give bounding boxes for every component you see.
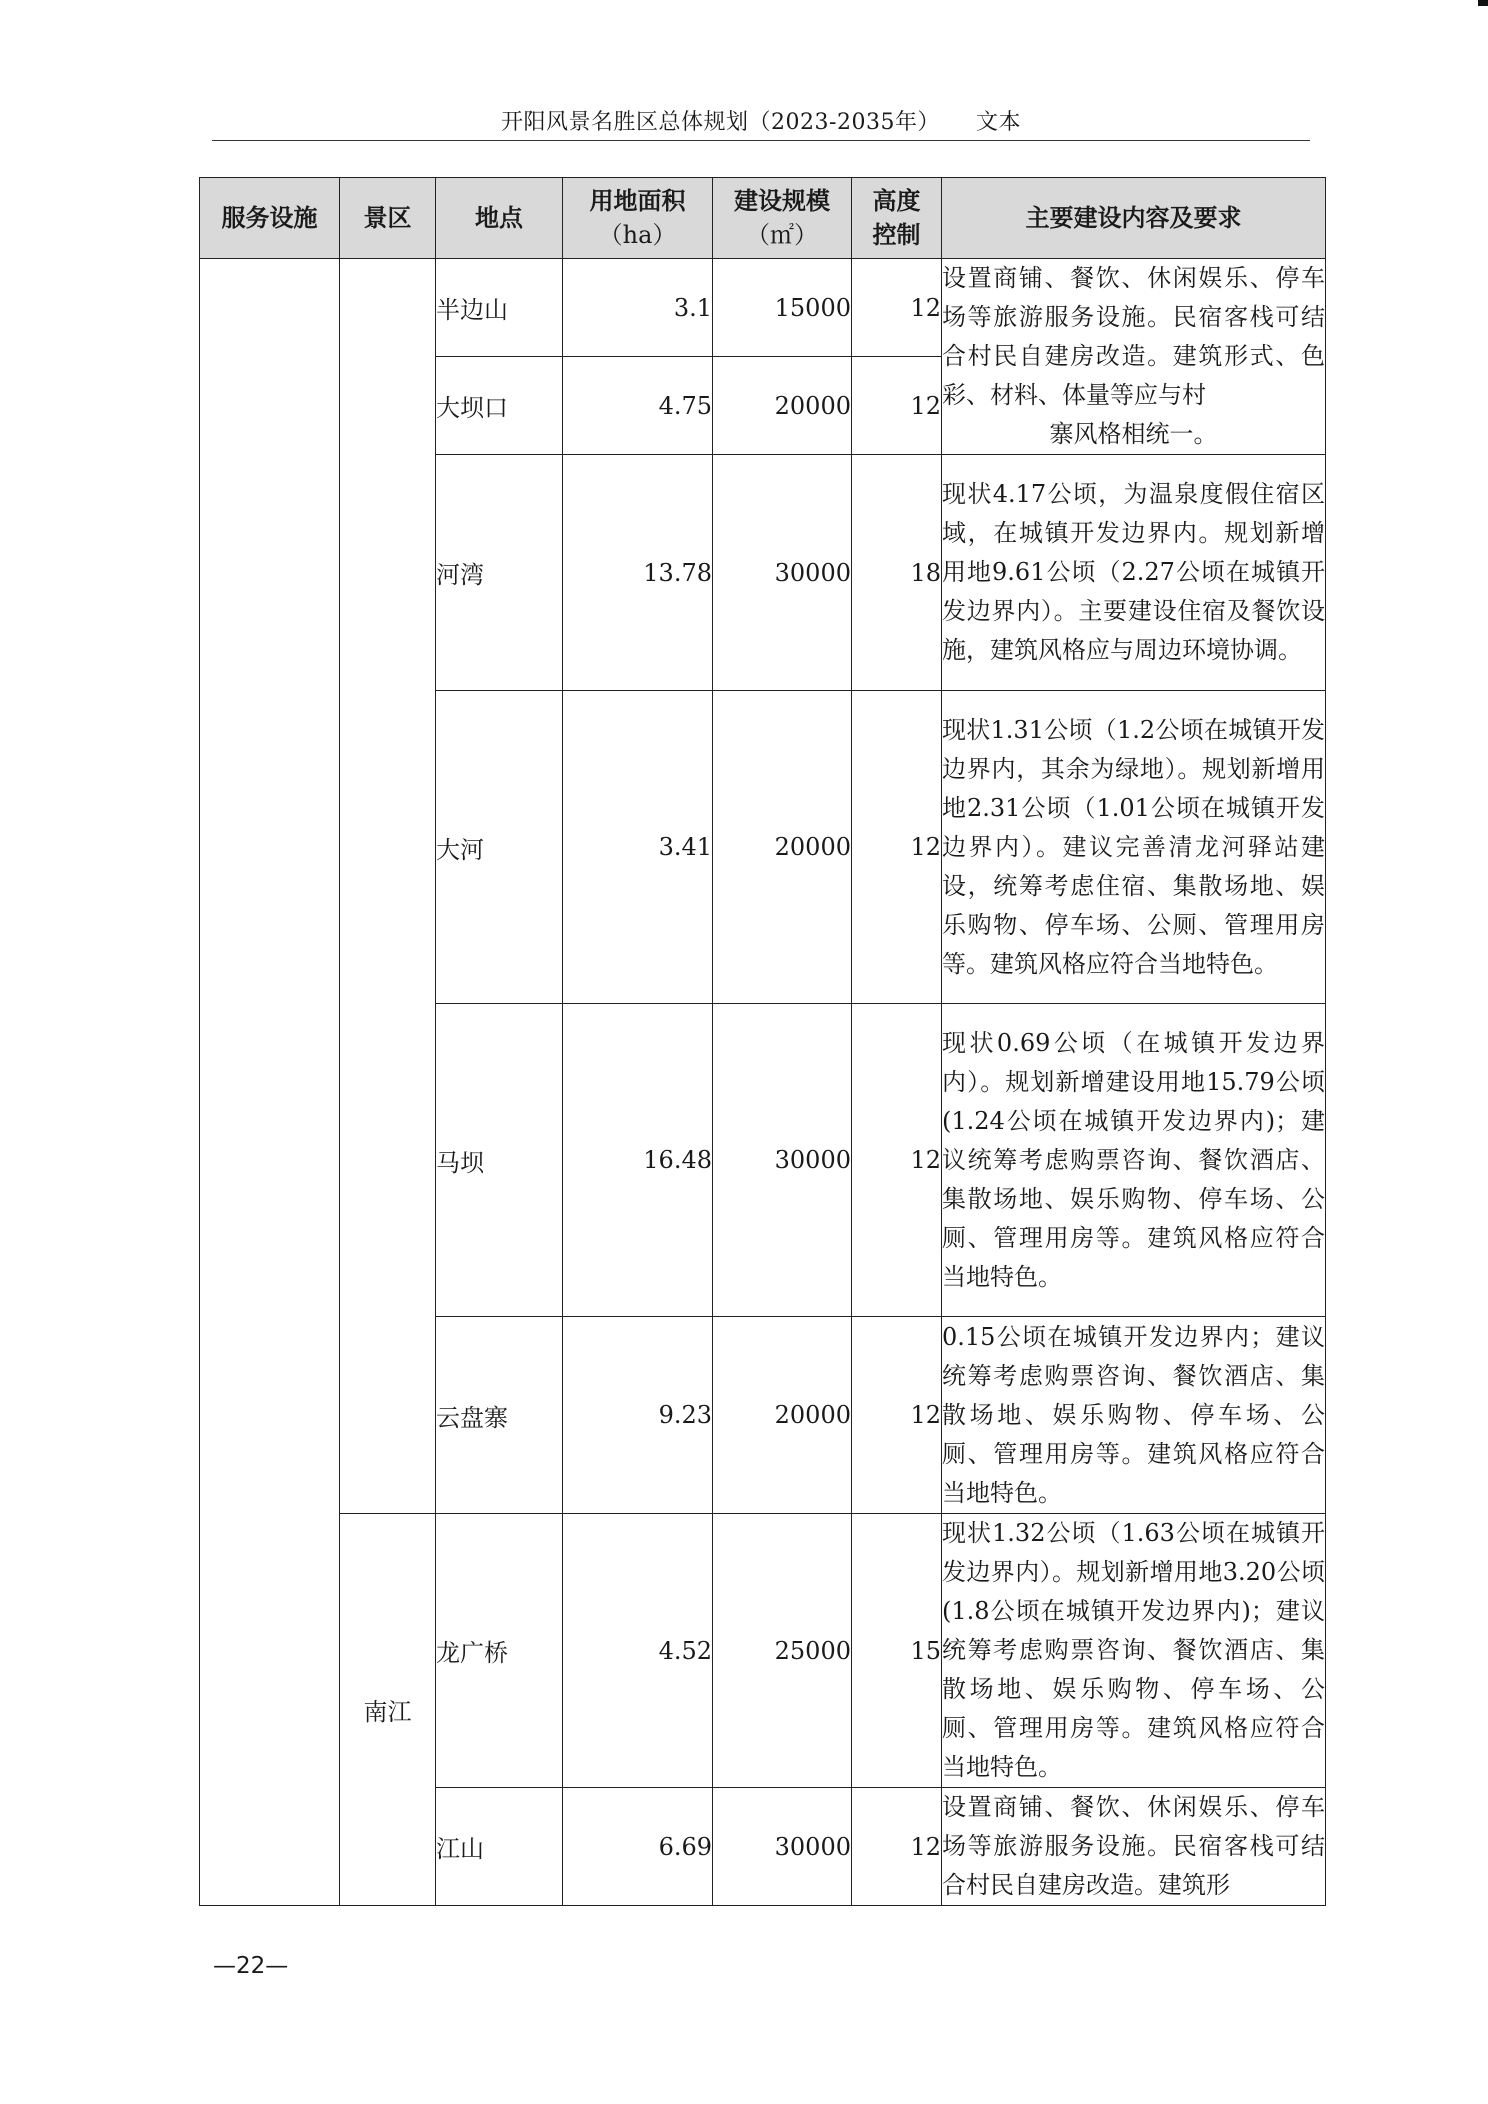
site-cell: 大坝口: [436, 357, 563, 455]
scale-cell: 20000: [713, 691, 852, 1004]
scale-cell: 30000: [713, 1788, 852, 1906]
scan-corner-mark: [1478, 0, 1488, 6]
document-title: 开阳风景名胜区总体规划（2023-2035年）: [501, 110, 940, 135]
content-cell: 现状1.31公顷（1.2公顷在城镇开发边界内，其余为绿地）。规划新增用地2.31公顷（1.01公顷在城镇开发边界内）。建议完善清龙河驿站建设，统筹考虑住宿、集散场地、娱乐购物、停车场、公厕、管理用房等。建筑风格应符合当地特色。: [942, 691, 1326, 1004]
col-header-content: 主要建设内容及要求: [942, 178, 1326, 259]
height-cell: 12: [852, 357, 942, 455]
scenic-area-cell-empty: [340, 259, 436, 1514]
content-cell: 现状0.69公顷（在城镇开发边界内）。规划新增建设用地15.79公顷(1.24公顷在城镇开发边界内)；建议统筹考虑购票咨询、餐饮酒店、集散场地、娱乐购物、停车场、公厕、管理用房等。建筑风格应符合当地特色。: [942, 1004, 1326, 1317]
land-area-cell: 6.69: [563, 1788, 713, 1906]
scale-cell: 30000: [713, 455, 852, 691]
content-cell-merged: [942, 259, 1326, 455]
facility-cell-empty: [200, 259, 340, 1906]
scale-cell: 20000: [713, 1317, 852, 1514]
scale-cell: 30000: [713, 1004, 852, 1317]
scale-cell: 15000: [713, 259, 852, 357]
col-header-facility: 服务设施: [200, 178, 340, 259]
land-area-cell: 3.41: [563, 691, 713, 1004]
col-header-scenic-area: 景区: [340, 178, 436, 259]
col-header-scale-line2: （㎡）: [746, 221, 818, 249]
document-type: 文本: [975, 110, 1021, 135]
col-header-land-area-line1: 用地面积: [589, 187, 686, 215]
site-cell: 河湾: [436, 455, 563, 691]
site-cell: 云盘寨: [436, 1317, 563, 1514]
content-cell: 现状4.17公顷，为温泉度假住宿区域，在城镇开发边界内。规划新增用地9.61公顷（2.27公顷在城镇开发边界内）。主要建设住宿及餐饮设施，建筑风格应与周边环境协调。: [942, 455, 1326, 691]
content-cell: 0.15公顷在城镇开发边界内；建议统筹考虑购票咨询、餐饮酒店、集散场地、娱乐购物、停车场、公厕、管理用房等。建筑风格应符合当地特色。: [942, 1317, 1326, 1514]
page-number: —22—: [213, 1953, 289, 1979]
land-area-cell: 3.1: [563, 259, 713, 357]
col-header-height: [852, 178, 942, 259]
header-rule: [212, 140, 1310, 141]
col-header-scale: [713, 178, 852, 259]
height-cell: 12: [852, 1004, 942, 1317]
col-header-height-line2: 控制: [872, 221, 921, 249]
land-area-cell: 16.48: [563, 1004, 713, 1317]
height-cell: 12: [852, 259, 942, 357]
col-header-land-area: [563, 178, 713, 259]
land-area-cell: 13.78: [563, 455, 713, 691]
land-area-cell: 9.23: [563, 1317, 713, 1514]
scale-cell: 20000: [713, 357, 852, 455]
land-area-cell: 4.75: [563, 357, 713, 455]
land-area-cell: 4.52: [563, 1514, 713, 1788]
content-cell: 现状1.32公顷（1.63公顷在城镇开发边界内）。规划新增用地3.20公顷(1.8公顷在城镇开发边界内)；建议统筹考虑购票咨询、餐饮酒店、集散场地、娱乐购物、停车场、公厕、管理用房等。建筑风格应符合当地特色。: [942, 1514, 1326, 1788]
col-header-scale-line1: 建设规模: [734, 187, 830, 215]
height-cell: 12: [852, 1788, 942, 1906]
height-cell: 12: [852, 1317, 942, 1514]
col-header-site: 地点: [436, 178, 563, 259]
col-header-land-area-line2: （ha）: [598, 221, 677, 249]
service-facility-table: [199, 177, 1326, 1906]
content-merged-tail: 寨风格相统一。: [1049, 420, 1218, 448]
site-cell: 江山: [436, 1788, 563, 1906]
content-merged-main: 设置商铺、餐饮、休闲娱乐、停车场等旅游服务设施。民宿客栈可结合村民自建房改造。建筑形式、色彩、材料、体量等应与村: [942, 264, 1325, 409]
table-row: [200, 1514, 1326, 1788]
table-row: [200, 259, 1326, 357]
table-header-row: [200, 178, 1326, 259]
scenic-area-cell: 南江: [340, 1514, 436, 1906]
scale-cell: 25000: [713, 1514, 852, 1788]
site-cell: 龙广桥: [436, 1514, 563, 1788]
height-cell: 18: [852, 455, 942, 691]
col-header-height-line1: 高度: [872, 187, 921, 215]
height-cell: 15: [852, 1514, 942, 1788]
running-header: [212, 105, 1310, 136]
content-cell: 设置商铺、餐饮、休闲娱乐、停车场等旅游服务设施。民宿客栈可结合村民自建房改造。建筑形: [942, 1788, 1326, 1906]
site-cell: 马坝: [436, 1004, 563, 1317]
height-cell: 12: [852, 691, 942, 1004]
site-cell: 半边山: [436, 259, 563, 357]
site-cell: 大河: [436, 691, 563, 1004]
